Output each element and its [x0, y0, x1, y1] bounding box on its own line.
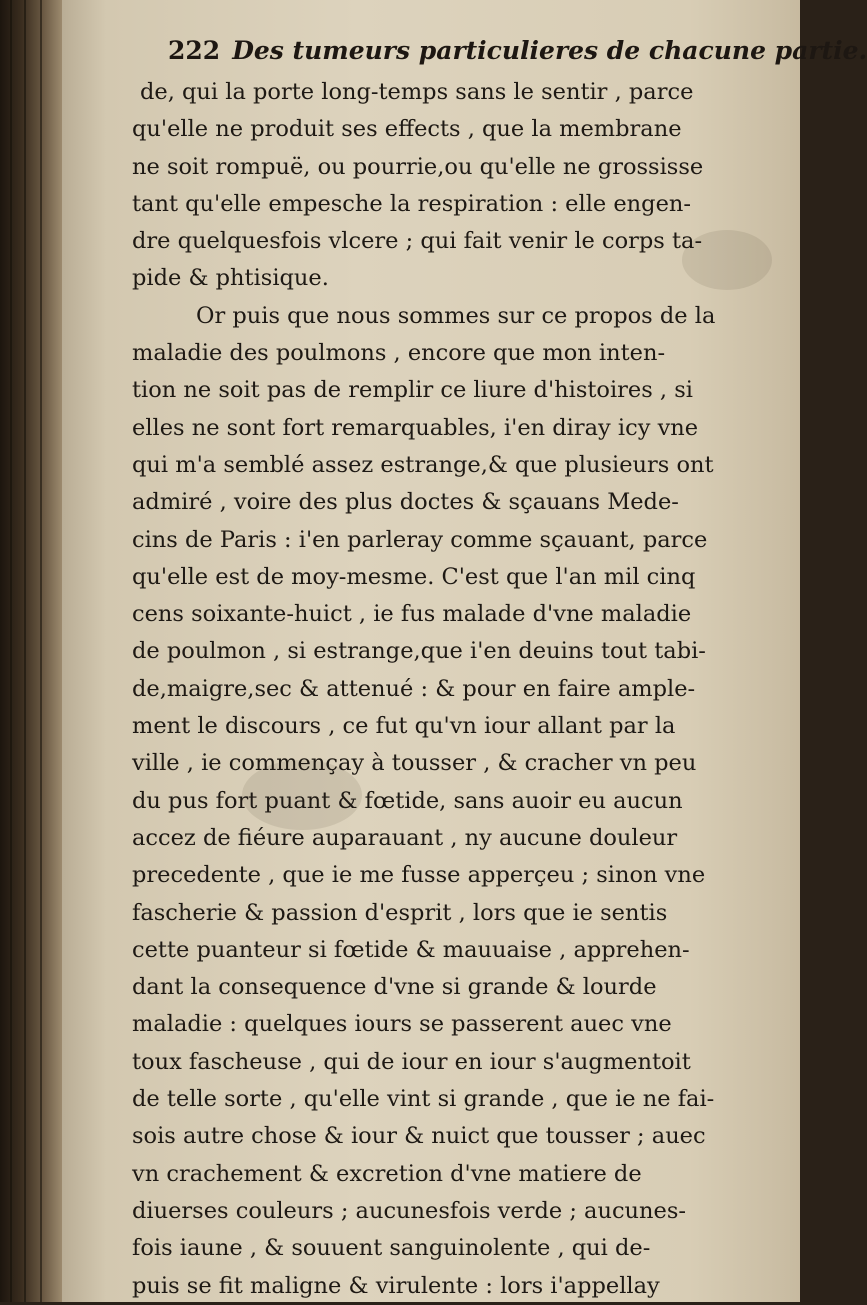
text-line: de, qui la porte long-temps sans le sentir , parce	[140, 79, 694, 105]
text-line: qu'elle est de moy-mesme. C'est que l'an mil cinq	[132, 563, 696, 590]
text-line: accez de fiéure auparauant , ny aucune douleur	[132, 824, 678, 851]
text-line: qu'elle ne produit ses effects , que la membrane	[132, 116, 682, 143]
text-line: maladie : quelques iours se passerent auec vne	[132, 1011, 672, 1038]
text-line: admiré , voire des plus doctes & sçauans Mede-	[132, 489, 679, 516]
binding-edge-line	[10, 0, 12, 1302]
text-line: fascherie & passion d'esprit , lors que ie sentis	[132, 899, 668, 926]
text-line: ne soit rompuë, ou pourrie,ou qu'elle ne grossisse	[132, 153, 704, 180]
page-number: 222	[168, 36, 221, 65]
text-line: du pus fort puant & fœtide, sans auoir eu aucun	[132, 787, 683, 814]
binding-edge-line	[40, 0, 42, 1302]
text-line: dant la consequence d'vne si grande & lourde	[132, 974, 657, 1001]
binding-edge-line	[24, 0, 26, 1302]
text-line: fois iaune , & souuent sanguinolente , qui de-	[132, 1235, 651, 1262]
text-line: toux fascheuse , qui de iour en iour s'augmentoit	[132, 1048, 691, 1075]
text-line: de telle sorte , qu'elle vint si grande , que ie ne fai-	[132, 1086, 715, 1113]
body-text	[132, 74, 772, 1305]
text-line: dre quelquesfois vlcere ; qui fait venir le corps ta-	[132, 228, 703, 255]
text-line: elles ne sont fort remarquables, i'en diray icy vne	[132, 414, 699, 441]
text-line: cens soixante-huict , ie fus malade d'vne maladie	[132, 601, 692, 628]
text-line: precedente , que ie me fusse apperçeu ; sinon vne	[132, 862, 706, 889]
text-line: diuerses couleurs ; aucunesfois verde ; aucunes-	[132, 1197, 687, 1224]
text-line: ville , ie commençay à tousser , & cracher vn peu	[132, 750, 697, 777]
text-line: maladie des poulmons , encore que mon inten-	[132, 340, 666, 367]
text-line: vn crachement & excretion d'vne matiere de	[132, 1160, 642, 1187]
text-line: cette puanteur si fœtide & mauuaise , apprehen-	[132, 936, 690, 963]
text-line: qui m'a semblé assez estrange,& que plusieurs ont	[132, 451, 714, 478]
text-line: ment le discours , ce fut qu'vn iour allant par la	[132, 713, 676, 740]
text-line: tant qu'elle empesche la respiration : elle engen-	[132, 190, 691, 217]
text-line: de,maigre,sec & attenué : & pour en faire ample-	[132, 675, 696, 702]
text-line: sois autre chose & iour & nuict que tousser ; auec	[132, 1123, 706, 1150]
text-line: de poulmon , si estrange,que i'en deuins tout tabi-	[132, 638, 706, 665]
text-line: pide & phtisique.	[132, 265, 329, 292]
text-line: tion ne soit pas de remplir ce liure d'histoires , si	[132, 377, 693, 404]
book-binding-gutter	[0, 0, 62, 1302]
text-line: puis se fit maligne & virulente : lors i'appellay	[132, 1272, 660, 1299]
running-head	[168, 36, 867, 70]
text-line: cins de Paris : i'en parleray comme sçauant, parce	[132, 526, 708, 553]
paragraph-start-line: Or puis que nous sommes sur ce propos de la	[196, 302, 716, 329]
running-title: Des tumeurs particulieres de chacune partie.	[232, 36, 867, 65]
